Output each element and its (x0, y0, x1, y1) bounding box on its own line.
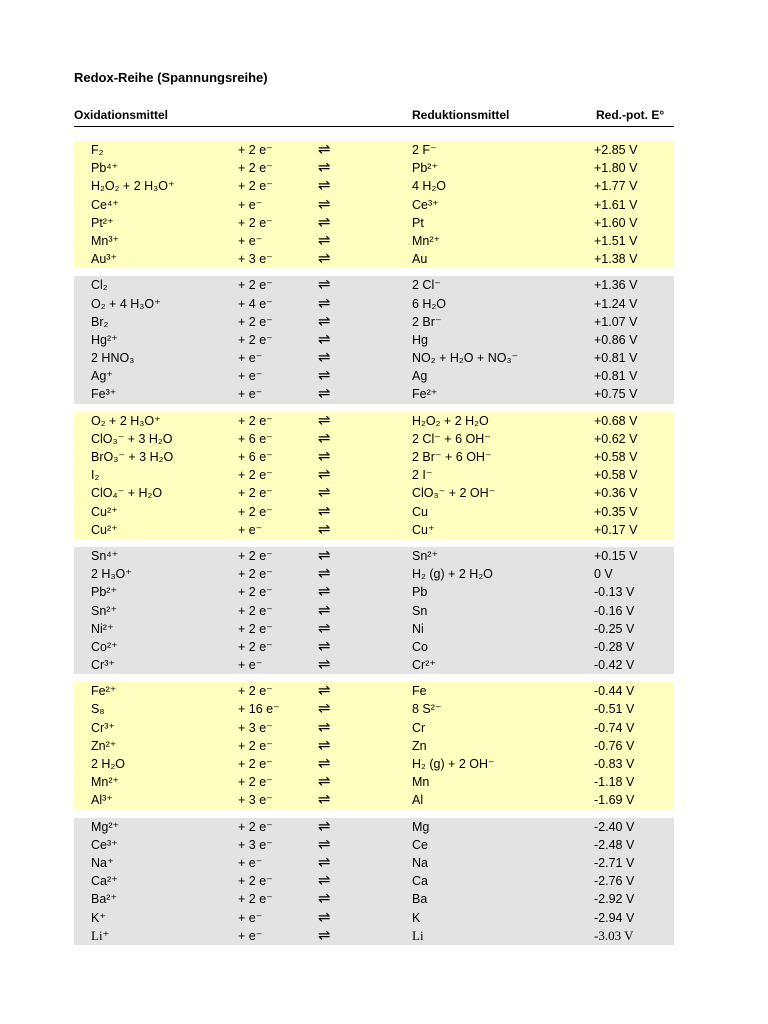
reductant-cell: 4 H₂O (412, 179, 447, 194)
table-row (74, 385, 674, 403)
table-row (74, 214, 674, 232)
electrons-cell: + 2 e⁻ (238, 585, 273, 600)
oxidant-cell: Sn⁴⁺ (91, 548, 119, 563)
oxidant-cell: 2 HNO₃ (91, 351, 135, 366)
table-row (74, 719, 674, 737)
reductant-cell: Mg (412, 819, 430, 834)
oxidant-cell: I₂ (91, 468, 100, 483)
reductant-cell: H₂O₂ + 2 H₂O (412, 413, 489, 428)
electrons-cell: + 2 e⁻ (238, 161, 273, 176)
oxidant-cell: Ag⁺ (91, 369, 113, 384)
oxidant-cell: Co²⁺ (91, 639, 118, 654)
table-row (74, 818, 674, 836)
equilibrium-arrow-icon: ⇌ (318, 466, 331, 484)
reductant-cell: Co (412, 639, 428, 654)
electrons-cell: + 2 e⁻ (238, 278, 273, 293)
potential-cell: -2.71 V (594, 855, 635, 870)
electrons-cell: + 3 e⁻ (238, 252, 273, 267)
oxidant-cell: Br₂ (91, 314, 109, 329)
electrons-cell: + 2 e⁻ (238, 567, 273, 582)
oxidant-cell: Cr³⁺ (91, 658, 115, 673)
oxidant-column-header: Oxidationsmittel (74, 108, 169, 122)
electrons-cell: + 2 e⁻ (238, 468, 273, 483)
equilibrium-arrow-icon: ⇌ (318, 835, 331, 853)
potential-cell: +1.77 V (594, 179, 638, 194)
reductant-cell: Ag (412, 369, 428, 384)
table-row (74, 313, 674, 331)
equilibrium-arrow-icon: ⇌ (318, 700, 331, 718)
potential-cell: -0.42 V (594, 658, 635, 673)
equilibrium-arrow-icon: ⇌ (318, 583, 331, 601)
oxidant-cell: Au³⁺ (91, 252, 118, 267)
potential-cell: +0.81 V (594, 351, 638, 366)
reductant-cell: K (412, 910, 421, 925)
equilibrium-arrow-icon: ⇌ (318, 791, 331, 809)
equilibrium-arrow-icon: ⇌ (318, 250, 331, 268)
electrons-cell: + 2 e⁻ (238, 143, 273, 157)
equilibrium-arrow-icon: ⇌ (318, 872, 331, 890)
reductant-cell: Au (412, 252, 428, 267)
equilibrium-arrow-icon: ⇌ (318, 213, 331, 231)
table-row (74, 484, 674, 502)
table-row (74, 791, 674, 809)
oxidant-cell: Sn²⁺ (91, 603, 118, 618)
potential-cell: -2.40 V (594, 819, 635, 834)
oxidant-cell: Pb²⁺ (91, 585, 118, 600)
reductant-cell: Fe (412, 684, 427, 699)
table-row (74, 232, 674, 250)
equilibrium-arrow-icon: ⇌ (318, 429, 331, 447)
equilibrium-arrow-icon: ⇌ (318, 294, 331, 312)
reductant-cell: Ba (412, 892, 428, 907)
potential-cell: +0.75 V (594, 387, 638, 402)
reductant-cell: 2 Br⁻ (412, 314, 442, 329)
oxidant-cell: Cu²⁺ (91, 522, 118, 537)
reductant-cell: Sn (412, 603, 428, 618)
potential-cell: +1.60 V (594, 215, 638, 230)
potential-cell: +1.36 V (594, 278, 638, 293)
oxidant-cell: Cl₂ (91, 278, 108, 293)
reductant-cell: Hg (412, 332, 428, 347)
oxidant-cell: S₈ (91, 702, 105, 717)
table-row (74, 682, 674, 700)
oxidant-cell: ClO₄⁻ + H₂O (91, 486, 163, 501)
oxidant-cell: Cu²⁺ (91, 504, 118, 519)
oxidant-cell: O₂ + 4 H₃O⁺ (91, 296, 161, 311)
electrons-cell: + 3 e⁻ (238, 837, 273, 852)
row-group (74, 547, 674, 674)
table-row (74, 602, 674, 620)
electrons-cell: + e⁻ (238, 197, 263, 212)
electrons-cell: + e⁻ (238, 855, 263, 870)
potential-cell: +0.15 V (594, 548, 638, 563)
electrons-cell: + 2 e⁻ (238, 819, 273, 834)
page-title: Redox-Reihe (Spannungsreihe) (74, 70, 268, 85)
electrons-cell: + 2 e⁻ (238, 892, 273, 907)
reductant-cell: Mn²⁺ (412, 233, 441, 248)
table-row (74, 755, 674, 773)
electrons-cell: + 4 e⁻ (238, 296, 273, 311)
electrons-cell: + 2 e⁻ (238, 486, 273, 501)
equilibrium-arrow-icon: ⇌ (318, 755, 331, 772)
potential-column-header: Red.-pot. E° (596, 108, 665, 122)
oxidant-cell: Mn²⁺ (91, 775, 120, 790)
table-row (74, 656, 674, 674)
electrons-cell: + 2 e⁻ (238, 639, 273, 654)
potential-cell: 0 V (594, 567, 613, 582)
equilibrium-arrow-icon: ⇌ (318, 682, 331, 700)
potential-cell: -2.76 V (594, 874, 635, 889)
table-row (74, 503, 674, 521)
electrons-cell: + 2 e⁻ (238, 603, 273, 618)
table-row (74, 430, 674, 448)
potential-cell: +0.17 V (594, 522, 638, 537)
reductant-cell: 8 S²⁻ (412, 702, 442, 717)
equilibrium-arrow-icon: ⇌ (318, 177, 331, 195)
reductant-cell: Cr (412, 720, 426, 735)
oxidant-cell: Hg²⁺ (91, 332, 118, 347)
oxidant-cell: Al³⁺ (91, 793, 113, 808)
electrons-cell: + 2 e⁻ (238, 738, 273, 753)
potential-cell: -1.69 V (594, 793, 635, 808)
potential-cell: -0.76 V (594, 738, 635, 753)
potential-cell: -2.48 V (594, 837, 635, 852)
potential-cell: +0.62 V (594, 431, 638, 446)
oxidant-cell: Na⁺ (91, 855, 114, 870)
table-row (74, 412, 674, 430)
reductant-cell: Al (412, 793, 424, 808)
equilibrium-arrow-icon: ⇌ (318, 141, 331, 158)
electrons-cell: + 2 e⁻ (238, 413, 273, 428)
potential-cell: -0.83 V (594, 757, 635, 771)
oxidant-cell: Fe²⁺ (91, 684, 117, 699)
equilibrium-arrow-icon: ⇌ (318, 601, 331, 619)
reductant-cell: 2 Cl⁻ (412, 278, 441, 293)
equilibrium-arrow-icon: ⇌ (318, 411, 331, 429)
reductant-cell: Cu (412, 504, 428, 519)
reductant-cell: H₂ (g) + 2 OH⁻ (412, 757, 495, 771)
reductant-cell: Fe²⁺ (412, 387, 438, 402)
table-row (74, 547, 674, 565)
table-row (74, 276, 674, 294)
oxidant-cell: Mg²⁺ (91, 819, 120, 834)
reductant-cell: 2 F⁻ (412, 143, 437, 157)
electrons-cell: + 2 e⁻ (238, 314, 273, 329)
reductant-cell: Ca (412, 874, 428, 889)
reductant-cell: 2 I⁻ (412, 468, 433, 483)
table-row (74, 638, 674, 656)
electrons-cell: + e⁻ (238, 387, 263, 402)
reductant-cell: 6 H₂O (412, 296, 447, 311)
reductant-cell: Cr²⁺ (412, 658, 436, 673)
equilibrium-arrow-icon: ⇌ (318, 546, 331, 564)
equilibrium-arrow-icon: ⇌ (318, 817, 331, 835)
electrons-cell: + 2 e⁻ (238, 775, 273, 790)
potential-cell: -3.03 V (594, 927, 634, 943)
reductant-cell: ClO₃⁻ + 2 OH⁻ (412, 486, 496, 501)
potential-cell: +0.68 V (594, 413, 638, 428)
oxidant-cell: Ni²⁺ (91, 621, 114, 636)
electrons-cell: + 6 e⁻ (238, 450, 273, 464)
potential-cell: +0.58 V (594, 450, 638, 464)
reductant-cell: Pb (412, 585, 428, 600)
equilibrium-arrow-icon: ⇌ (318, 637, 331, 655)
oxidant-cell: Li⁺ (91, 927, 110, 943)
oxidant-cell: Ce³⁺ (91, 837, 118, 852)
equilibrium-arrow-icon: ⇌ (318, 484, 331, 502)
table-row (74, 295, 674, 313)
potential-cell: -2.94 V (594, 910, 635, 925)
table-row (74, 909, 674, 927)
table-row (74, 927, 674, 945)
potential-cell: -0.25 V (594, 621, 635, 636)
oxidant-cell: F₂ (91, 143, 104, 157)
equilibrium-arrow-icon: ⇌ (318, 619, 331, 637)
reductant-cell: Sn²⁺ (412, 548, 439, 563)
electrons-cell: + 2 e⁻ (238, 332, 273, 347)
oxidant-cell: Pb⁴⁺ (91, 161, 119, 176)
redox-table (74, 141, 674, 953)
oxidant-cell: Ce⁴⁺ (91, 197, 119, 212)
reductant-cell: Ce³⁺ (412, 197, 439, 212)
oxidant-cell: Ca²⁺ (91, 874, 118, 889)
row-group (74, 141, 674, 268)
potential-cell: -0.13 V (594, 585, 635, 600)
potential-cell: +1.24 V (594, 296, 638, 311)
reductant-cell: Pb²⁺ (412, 161, 439, 176)
table-row (74, 700, 674, 718)
electrons-cell: + 3 e⁻ (238, 793, 273, 808)
table-row (74, 872, 674, 890)
table-row (74, 737, 674, 755)
reductant-cell: Mn (412, 775, 430, 790)
row-group (74, 412, 674, 539)
electrons-cell: + 2 e⁻ (238, 504, 273, 519)
table-row (74, 854, 674, 872)
equilibrium-arrow-icon: ⇌ (318, 349, 331, 367)
potential-cell: +1.07 V (594, 314, 638, 329)
table-row (74, 141, 674, 159)
electrons-cell: + 2 e⁻ (238, 757, 273, 771)
header-divider (74, 126, 674, 127)
reductant-cell: Ni (412, 621, 424, 636)
row-group (74, 818, 674, 945)
equilibrium-arrow-icon: ⇌ (318, 736, 331, 754)
potential-cell: -0.28 V (594, 639, 635, 654)
equilibrium-arrow-icon: ⇌ (318, 502, 331, 520)
table-row (74, 177, 674, 195)
equilibrium-arrow-icon: ⇌ (318, 159, 331, 177)
potential-cell: -0.16 V (594, 603, 635, 618)
equilibrium-arrow-icon: ⇌ (318, 656, 331, 674)
potential-cell: +1.51 V (594, 233, 638, 248)
electrons-cell: + 2 e⁻ (238, 621, 273, 636)
table-row (74, 836, 674, 854)
table-row (74, 466, 674, 484)
oxidant-cell: Fe³⁺ (91, 387, 117, 402)
potential-cell: +0.36 V (594, 486, 638, 501)
oxidant-cell: ClO₃⁻ + 3 H₂O (91, 431, 173, 446)
potential-cell: +1.38 V (594, 252, 638, 267)
equilibrium-arrow-icon: ⇌ (318, 231, 331, 249)
electrons-cell: + 3 e⁻ (238, 720, 273, 735)
equilibrium-arrow-icon: ⇌ (318, 367, 331, 385)
row-group (74, 682, 674, 809)
electrons-cell: + 2 e⁻ (238, 179, 273, 194)
row-group (74, 276, 674, 403)
oxidant-cell: H₂O₂ + 2 H₃O⁺ (91, 179, 175, 194)
reductant-cell: Li (412, 927, 424, 943)
electrons-cell: + 2 e⁻ (238, 684, 273, 699)
oxidant-cell: K⁺ (91, 910, 106, 925)
oxidant-cell: Zn²⁺ (91, 738, 117, 753)
potential-cell: +1.61 V (594, 197, 638, 212)
equilibrium-arrow-icon: ⇌ (318, 908, 331, 926)
reductant-cell: Zn (412, 738, 427, 753)
oxidant-cell: Pt²⁺ (91, 215, 114, 230)
table-row (74, 773, 674, 791)
reductant-cell: Cu⁺ (412, 522, 435, 537)
table-row (74, 159, 674, 177)
table-row (74, 196, 674, 214)
equilibrium-arrow-icon: ⇌ (318, 276, 331, 294)
potential-cell: +2.85 V (594, 143, 638, 157)
potential-cell: -0.74 V (594, 720, 635, 735)
electrons-cell: + e⁻ (238, 658, 263, 673)
reductant-cell: H₂ (g) + 2 H₂O (412, 567, 493, 582)
equilibrium-arrow-icon: ⇌ (318, 195, 331, 213)
equilibrium-arrow-icon: ⇌ (318, 385, 331, 403)
electrons-cell: + e⁻ (238, 910, 263, 925)
oxidant-cell: 2 H₂O (91, 757, 126, 771)
electrons-cell: + e⁻ (238, 233, 263, 248)
equilibrium-arrow-icon: ⇌ (318, 448, 331, 465)
oxidant-cell: BrO₃⁻ + 3 H₂O (91, 450, 174, 464)
potential-cell: +0.35 V (594, 504, 638, 519)
potential-cell: +0.86 V (594, 332, 638, 347)
electrons-cell: + 6 e⁻ (238, 431, 273, 446)
table-row (74, 583, 674, 601)
electrons-cell: + 2 e⁻ (238, 548, 273, 563)
reductant-cell: NO₂ + H₂O + NO₃⁻ (412, 351, 519, 366)
reductant-cell: Pt (412, 215, 424, 230)
table-row (74, 448, 674, 466)
reductant-column-header: Reduktionsmittel (412, 108, 510, 122)
electrons-cell: + e⁻ (238, 928, 263, 943)
oxidant-cell: O₂ + 2 H₃O⁺ (91, 413, 161, 428)
electrons-cell: + 16 e⁻ (238, 702, 280, 717)
table-row (74, 890, 674, 908)
equilibrium-arrow-icon: ⇌ (318, 926, 331, 944)
equilibrium-arrow-icon: ⇌ (318, 312, 331, 330)
electrons-cell: + e⁻ (238, 522, 263, 537)
equilibrium-arrow-icon: ⇌ (318, 853, 331, 871)
oxidant-cell: 2 H₃O⁺ (91, 567, 132, 582)
potential-cell: -1.18 V (594, 775, 635, 790)
electrons-cell: + 2 e⁻ (238, 874, 273, 889)
oxidant-cell: Ba²⁺ (91, 892, 118, 907)
potential-cell: +0.58 V (594, 468, 638, 483)
potential-cell: -0.44 V (594, 684, 635, 699)
table-row (74, 250, 674, 268)
equilibrium-arrow-icon: ⇌ (318, 718, 331, 736)
table-row (74, 620, 674, 638)
electrons-cell: + e⁻ (238, 351, 263, 366)
table-row (74, 565, 674, 583)
table-row (74, 349, 674, 367)
table-row (74, 331, 674, 349)
potential-cell: +0.81 V (594, 369, 638, 384)
oxidant-cell: Cr³⁺ (91, 720, 115, 735)
reductant-cell: Na (412, 855, 428, 870)
reductant-cell: 2 Cl⁻ + 6 OH⁻ (412, 431, 491, 446)
reductant-cell: 2 Br⁻ + 6 OH⁻ (412, 450, 492, 464)
table-row (74, 367, 674, 385)
reductant-cell: Ce (412, 837, 428, 852)
oxidant-cell: Mn³⁺ (91, 233, 120, 248)
equilibrium-arrow-icon: ⇌ (318, 520, 331, 538)
equilibrium-arrow-icon: ⇌ (318, 773, 331, 791)
equilibrium-arrow-icon: ⇌ (318, 330, 331, 348)
electrons-cell: + 2 e⁻ (238, 215, 273, 230)
equilibrium-arrow-icon: ⇌ (318, 890, 331, 908)
electrons-cell: + e⁻ (238, 369, 263, 384)
potential-cell: -0.51 V (594, 702, 635, 717)
table-row (74, 521, 674, 539)
potential-cell: -2.92 V (594, 892, 635, 907)
equilibrium-arrow-icon: ⇌ (318, 565, 331, 583)
potential-cell: +1.80 V (594, 161, 638, 176)
